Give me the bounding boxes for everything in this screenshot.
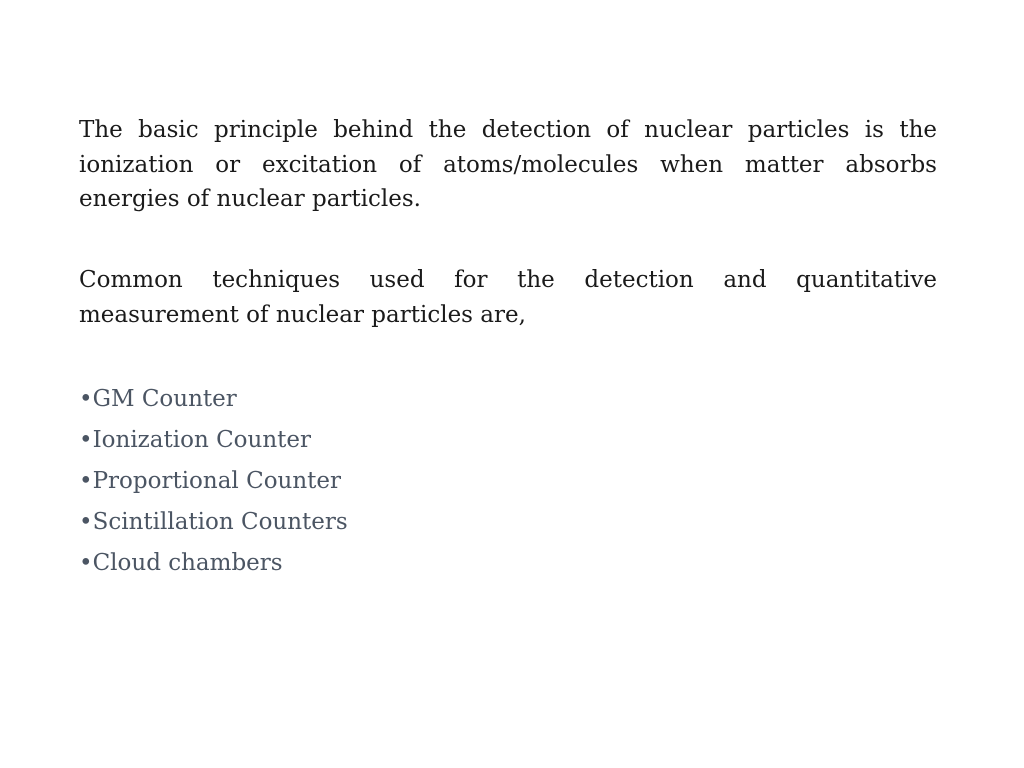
list-item xyxy=(79,420,348,461)
list-item xyxy=(79,502,348,543)
bullet-icon: • xyxy=(79,386,93,412)
list-item xyxy=(79,379,348,420)
bullet-icon: • xyxy=(79,509,93,535)
bullet-icon: • xyxy=(79,468,93,494)
list-item-label: Proportional Counter xyxy=(92,468,342,494)
list-item xyxy=(79,461,348,502)
list-item-label: Ionization Counter xyxy=(92,427,311,453)
techniques-intro-paragraph: Common techniques used for the detection and quantitative measurement of nuclear particles are, xyxy=(79,267,937,328)
list-item-label: Cloud chambers xyxy=(92,550,283,576)
list-item xyxy=(79,543,348,584)
bullet-icon: • xyxy=(79,550,93,576)
principle-paragraph: The basic principle behind the detection of nuclear particles is the ionization or excitation of atoms/molecules when matter absorbs energies of nuclear particles. xyxy=(79,117,937,212)
list-item-label: Scintillation Counters xyxy=(92,509,348,535)
bullet-icon: • xyxy=(79,427,93,453)
list-item-label: GM Counter xyxy=(92,386,237,412)
techniques-list xyxy=(79,379,348,584)
